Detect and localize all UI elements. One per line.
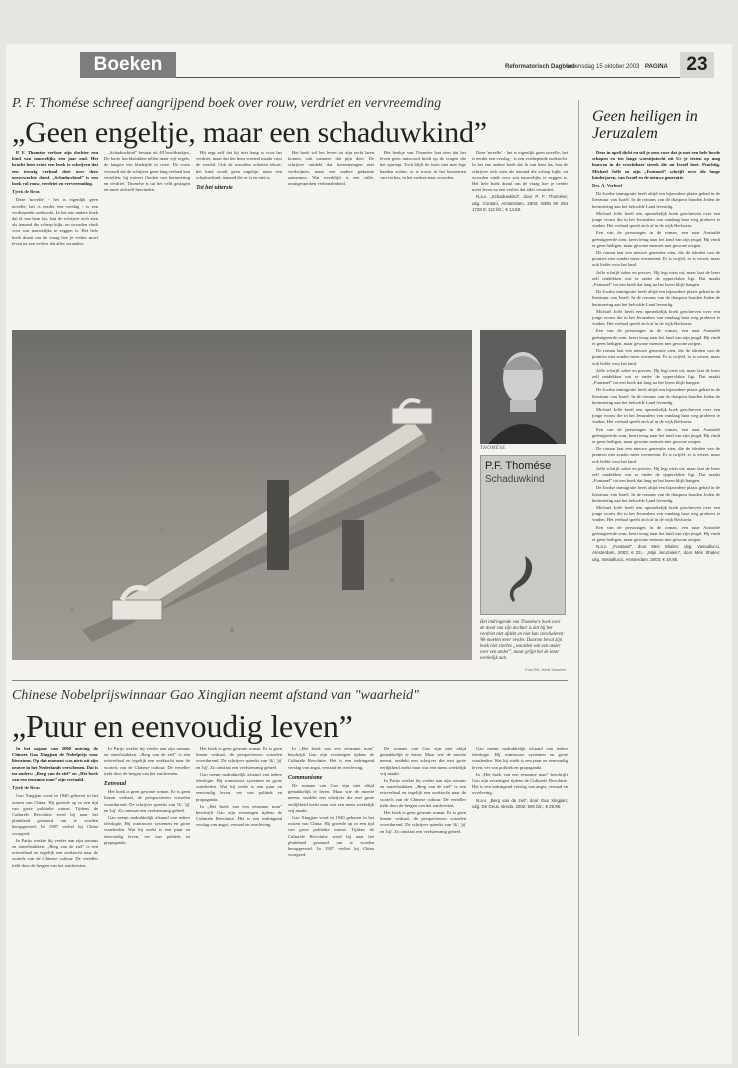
- sidebar-paragraph: De roman laat een nieuwe generatie zien, die de idealen van de pioniers niet zonder meer overneemt. Er is twijfel, er is verzet, maar ook liefde voor het land.: [592, 446, 720, 464]
- article2-paragraph: In Parijs werkte hij verder aan zijn romans en toneelstukken. „Berg van de ziel” is een reisverhaal en tegelijk een zoektocht naar de wortels van de Chinese cultuur. De verteller trekt door de bergen van het zuidwesten.: [104, 746, 190, 776]
- article1-column-5: [380, 150, 466, 324]
- sidebar-paragraph: Michael Joffe heeft een opmerkelijk boek geschreven over een jonge vrouw die in het Jeruzalem van vandaag haar weg probeert te vinden. Het verhaal speelt zich af in de wijk Rechavia.: [592, 504, 720, 523]
- sidebar-paragraph: De Joodse immigratie heeft altijd een bijzondere plaats gehad in de literatuur van Israël. In de romans van de diaspora houden Joden de herinnering aan het beloofde Land levendig.: [592, 289, 720, 307]
- article2-column-6: [472, 746, 568, 1036]
- photo-caption: Het indringende van Thomése’s boek over de dood van zijn dochter is dat hij het verdriet niet afdekt en niet kan concluderen: We moeten weer verder. Daarom beval zijn boek niet slechts „woorden van een ander over een ander”, maar grijpt het de lezer werkelijk aan.: [480, 620, 565, 661]
- sidebar-body: [592, 150, 720, 1036]
- sidebar-paragraph: Michael Joffe heeft een opmerkelijk boek geschreven over een jonge vrouw die in het Jeruzalem van vandaag haar weg probeert te vinden. Het verhaal speelt zich af in de wijk Rechavia.: [592, 308, 720, 327]
- book-cover: [480, 455, 566, 615]
- article1-book-info: N.a.v. „Schaduwkind”, door P. F. Thomése; uitg. Contact, Amsterdam, 2003; ISBN 90 254 1728 0; 112 blz.; € 14,50.: [472, 194, 568, 212]
- article2-subhead: Communisme: [288, 774, 323, 781]
- section-title: Boeken: [80, 52, 176, 78]
- article2-paragraph: Het boek is geen gewone roman. Er is geen lineair verhaal, de perspectieven wisselen voortdurend. De schrijver spreekt van 'ik', 'jij' en 'hij'. Zo ontstaat een veelstemmig geheel.: [380, 810, 466, 834]
- masthead: [80, 52, 714, 78]
- article2-paragraph: Gao neemt nadrukkelijk afstand van iedere ideologie. Hij wantrouwt systemen en grote waarheden. Wat hij zoekt is een puur en eenvoudig leven, ver van politiek en propaganda.: [472, 746, 568, 770]
- article2-paragraph: In „Het boek van een eenzame man” beschrijft Gao zijn ervaringen tijdens de Culturele Revolutie. Het is een indringend verslag van angst, verraad en overleving.: [196, 803, 282, 828]
- sidebar-paragraph: Joffe schrijft sober en precies. Hij legt niets uit, maar laat de lezer zelf ontdekken wat er onder de oppervlakte ligt. Dat maakt „Fontanel” tot een boek dat lang na het lezen blijft hangen.: [592, 269, 720, 288]
- sidebar-paragraph: De Joodse immigratie heeft altijd een bijzondere plaats gehad in de literatuur van Israël. In de romans van de diaspora houden Joden de herinnering aan het beloofde Land levendig.: [592, 387, 720, 405]
- seesaw-illustration: [12, 330, 472, 660]
- article2-column-3: [196, 746, 282, 1036]
- article2-kicker: Chinese Nobelprijswinnaar Gao Xingjian neemt afstand van "waarheid": [12, 688, 419, 703]
- sidebar-book-info: N.a.v. „Fontanel”, door Meir Shalev; uitg. Vassallucci, Amsterdam, 2003; € 23,-. „Mijn Jeruzalem”, door Meir Shalev; uitg. Vassallucci, Amsterdam, 2003; € 19,95.: [592, 544, 720, 562]
- book-cover-author: P.F. Thomése: [485, 460, 552, 472]
- sidebar-paragraph: De Joodse immigratie heeft altijd een bijzondere plaats gehad in de literatuur van Israël. In de romans van de diaspora houden Joden de herinnering aan het beloofde Land levendig.: [592, 191, 720, 209]
- article2-column-5: [380, 746, 466, 1036]
- article2-paragraph: In Parijs werkte hij verder aan zijn romans en toneelstukken. „Berg van de ziel” is een reisverhaal en tegelijk een zoektocht naar de wortels van de Chinese cultuur. De verteller trekt door de bergen van het zuidwesten.: [380, 778, 466, 808]
- article2-headline: „Puur en eenvoudig leven”: [12, 708, 353, 744]
- article1-subhead: Tot het uiterste: [196, 185, 233, 192]
- paper-name: Reformatorisch Dagblad: [505, 64, 575, 70]
- article1-column-4: [288, 150, 374, 324]
- sidebar-paragraph: Michael Joffe heeft een opmerkelijk boek geschreven over een jonge vrouw die in het Jeruzalem van vandaag haar weg probeert te vinden. Het verhaal speelt zich af in de wijk Rechavia.: [592, 406, 720, 425]
- article2-paragraph: Gao Xingjian werd in 1940 geboren in het oosten van China. Hij groeide op in een tijd van grote politieke onrust. Tijdens de Culturele Revolutie werd hij naar het platteland gestuurd om te worden heropgevoed. In 1987 verliet hij China voorgoed.: [288, 815, 374, 858]
- article1-column-6: [472, 150, 568, 324]
- article1-paragraph: Hij zegt zelf dat hij niet bang is voor het verdriet, maar dat het hem vreemd maakt voor de wereld. Ook de woorden schieten tekort: het kind wordt geen engeltje, maar een schaduwkind, iemand die er is en niet is.: [196, 150, 282, 180]
- article1-byline: Tjerk de Reus: [12, 189, 40, 195]
- article1-column-2: [104, 150, 190, 324]
- issue-date: woensdag 15 oktober 2003: [567, 64, 640, 70]
- article2-paragraph: In „Het boek van een eenzame man” beschrijft Gao zijn ervaringen tijdens de Culturele Revolutie. Het is een indringend verslag van angst, verraad en overleving.: [288, 746, 374, 770]
- article2-paragraph: Gao neemt nadrukkelijk afstand van iedere ideologie. Hij wantrouwt systemen en grote waarheden. Wat hij zoekt is een puur en eenvoudig leven, ver van politiek en propaganda.: [104, 815, 190, 845]
- sidebar-intro: Deze in april dicht en stil je eens voor dat je met een hele horde schapen en ten lange woestijntocht uit Ur je testen op mag bouwen in de vruchtbare streek die nu Israël heet. Prachtig. Michael Joffe en zijn „Fontanel” schrijft over die lange kinderjaren, van Israël en de nieuwe generatie.: [592, 150, 720, 180]
- pagina-label: PAGINA: [645, 64, 668, 70]
- sidebar-paragraph: De roman laat een nieuwe generatie zien, die de idealen van de pioniers niet zonder meer overneemt. Er is twijfel, er is verzet, maar ook liefde voor het land.: [592, 250, 720, 268]
- article2-paragraph: In Parijs werkte hij verder aan zijn romans en toneelstukken. „Berg van de ziel” is een reisverhaal en tegelijk een zoektocht naar de wortels van de Chinese cultuur. De verteller trekt door de bergen van het zuidwesten.: [12, 837, 98, 868]
- article2-byline: Tjerk de Reus: [12, 785, 40, 791]
- sidebar-paragraph: De roman laat een nieuwe generatie zien, die de idealen van de pioniers niet zonder meer overneemt. Er is twijfel, er is verzet, maar ook liefde voor het land.: [592, 348, 720, 366]
- sidebar-paragraph: Een van de personages in de roman, een naar Australië geëmigreerde oom, keert terug naar het land van zijn jeugd. Hij vindt er geen heiligen, maar gewone mensen met gewone zorgen.: [592, 426, 720, 444]
- seesaw-photo: [12, 330, 472, 660]
- sidebar-paragraph: Een van de personages in de roman, een naar Australië geëmigreerde oom, keert terug naar het land van zijn jeugd. Hij vindt er geen heiligen, maar gewone mensen met gewone zorgen.: [592, 230, 720, 248]
- page-number: 23: [680, 52, 714, 78]
- article2-paragraph: Gao neemt nadrukkelijk afstand van iedere ideologie. Hij wantrouwt systemen en grote waarheden. Wat hij zoekt is een puur en eenvoudig leven, ver van politiek en propaganda.: [196, 771, 282, 802]
- article2-book-info: N.a.v. „Berg van de ziel”, door Gao Xingjian; uitg. De Geus, Breda, 2002; 590 blz.; € 29,95.: [472, 797, 568, 809]
- article1-intro: P. F. Thomése verloor zijn dochter een kind van nauwelijks een jaar oud. Het bracht hem ertoe een boek te schrijven dat een treurig verhaal doet over deze onverwachte dood. „Schaduwkind” is een boek vol rouw, verdriet en vervreemding.: [12, 150, 98, 187]
- article1-column-3: [196, 150, 282, 324]
- article2-paragraph: In „Het boek van een eenzame man” beschrijft Gao zijn ervaringen tijdens de Culturele Revolutie. Het is een indringend verslag van angst, verraad en overleving.: [472, 771, 568, 796]
- article2-paragraph: Het boek is geen gewone roman. Er is geen lineair verhaal, de perspectieven wisselen voortdurend. De schrijver spreekt van 'ik', 'jij' en 'hij'. Zo ontstaat een veelstemmig geheel.: [196, 746, 282, 770]
- sidebar-paragraph: Een van de personages in de roman, een naar Australië geëmigreerde oom, keert terug naar het land van zijn jeugd. Hij vindt er geen heiligen, maar gewone mensen met gewone zorgen.: [592, 328, 720, 346]
- article1-headline: „Geen engeltje, maar een schaduwkind”: [12, 116, 487, 149]
- author-portrait: [480, 330, 566, 444]
- photo-credit: Foto RD, Henk Visscher: [525, 668, 566, 672]
- sidebar-divider: [578, 100, 579, 1036]
- article2-column-1: [12, 746, 98, 1036]
- sidebar-paragraph: Joffe schrijft sober en precies. Hij legt niets uit, maar laat de lezer zelf ontdekken wat er onder de oppervlakte ligt. Dat maakt „Fontanel” tot een boek dat lang na het lezen blijft hangen.: [592, 367, 720, 386]
- article-divider: [12, 680, 568, 681]
- article1-paragraph: Deze 'novelle' - het is eigenlijk geen novelle, het is eerder een verslag - is een verdiepende zoektocht. In het ene andere boek dat ik van hem las, laat de schrijver zich zien als iemand die scherp kijkt, en woorden vindt voor wat nauwelijks te zeggen is. Het hele boek draait om de vraag hoe je verder moet leven na een verlies dat alles verandert.: [12, 197, 98, 246]
- portrait-illustration: [480, 330, 566, 444]
- article2-column-4: [288, 746, 374, 1036]
- article2-intro: In het najaar van 2000 ontving de Chinees Gao Xingjian de Nobelprijs voor literatuur. Op dat moment was niets uit zijn oeuvre in het Nederlands verschenen. Dat is nu anders: „Berg van de ziel” en „Het boek van een eenzame man” zijn vertaald.: [12, 746, 98, 783]
- sidebar-paragraph: Een van de personages in de roman, een naar Australië geëmigreerde oom, keert terug naar het land van zijn jeugd. Hij vindt er geen heiligen, maar gewone mensen met gewone zorgen.: [592, 524, 720, 542]
- article2-paragraph: De romans van Gao zijn niet altijd gemakkelijk te lezen. Maar wie de moeite neemt, ontdekt een schrijver die met grote eerlijkheid zoekt naar wat een mens werkelijk vrij maakt.: [380, 746, 466, 776]
- article1-kicker: P. F. Thomése schreef aangrijpend boek over rouw, verdriet en vervreemding: [12, 96, 442, 111]
- sidebar-title: Geen heiligen in Jeruzalem: [592, 108, 698, 142]
- cover-silhouette-icon: [505, 552, 545, 602]
- article1-paragraph: Het boekje van Thomése laat zien dat het leven geen antwoord biedt op de vragen die het oproept. Toch blijft de lezer niet met lege handen achter: er is troost in het benoemen van verlies, in het zoeken naar woorden.: [380, 150, 466, 180]
- article2-paragraph: De romans van Gao zijn niet altijd gemakkelijk te lezen. Maar wie de moeite neemt, ontdekt een schrijver die met grote eerlijkheid zoekt naar wat een mens werkelijk vrij maakt.: [288, 783, 374, 813]
- article2-paragraph: Het boek is geen gewone roman. Er is geen lineair verhaal, de perspectieven wisselen voortdurend. De schrijver spreekt van 'ik', 'jij' en 'hij'. Zo ontstaat een veelstemmig geheel.: [104, 789, 190, 813]
- sidebar-paragraph: Michael Joffe heeft een opmerkelijk boek geschreven over een jonge vrouw die in het Jeruzalem van vandaag haar weg probeert te vinden. Het verhaal speelt zich af in de wijk Rechavia.: [592, 210, 720, 229]
- article1-paragraph: Deze 'novelle' - het is eigenlijk geen novelle, het is eerder een verslag - is een verdiepende zoektocht. In het ene andere boek dat ik van hem las, laat de schrijver zich zien als iemand die scherp kijkt, en woorden vindt voor wat nauwelijks te zeggen is. Het hele boek draait om de vraag hoe je verder moet leven na een verlies dat alles verandert.: [472, 150, 568, 193]
- book-cover-title: Schaduwkind: [485, 474, 545, 485]
- sidebar-paragraph: De Joodse immigratie heeft altijd een bijzondere plaats gehad in de literatuur van Israël. In de romans van de diaspora houden Joden de herinnering aan het beloofde Land levendig.: [592, 485, 720, 503]
- portrait-label: THOMÉSE: [480, 446, 506, 451]
- article2-subhead: Eenvoud: [104, 781, 127, 788]
- article1-paragraph: Het boek wil het leven tot zijn recht laten komen, ook wanneer dat pijn doet. De schrijver ontdekt dat herinneringen niet verdwijnen, maar een andere gedaante aannemen. Wat overblijft is een stille, onuitgesproken verbondenheid.: [288, 150, 374, 187]
- sidebar-byline: Drs. A. Verhoef: [592, 183, 623, 189]
- article2-paragraph: Gao Xingjian werd in 1940 geboren in het oosten van China. Hij groeide op in een tijd van grote politieke onrust. Tijdens de Culturele Revolutie werd hij naar het platteland gestuurd om te worden heropgevoed. In 1987 verliet hij China voorgoed.: [12, 793, 98, 836]
- article1-column-1: [12, 150, 98, 324]
- sidebar-paragraph: Joffe schrijft sober en precies. Hij legt niets uit, maar laat de lezer zelf ontdekken wat er onder de oppervlakte ligt. Dat maakt „Fontanel” tot een boek dat lang na het lezen blijft hangen.: [592, 465, 720, 484]
- article1-paragraph: „Schaduwkind” bestaat uit 49 hoofdstukjes. De korte hoofdstukken tellen maar vijf regels, de langste een bladzijde of twee. De vorm verraadt dat de schrijver geen lang verhaal kan vertellen; hij noteert flarden van herinnering en verdriet. Thomése is uit het veld geslagen en moet zichzelf hervinden.: [104, 150, 190, 193]
- article2-column-2: [104, 746, 190, 1036]
